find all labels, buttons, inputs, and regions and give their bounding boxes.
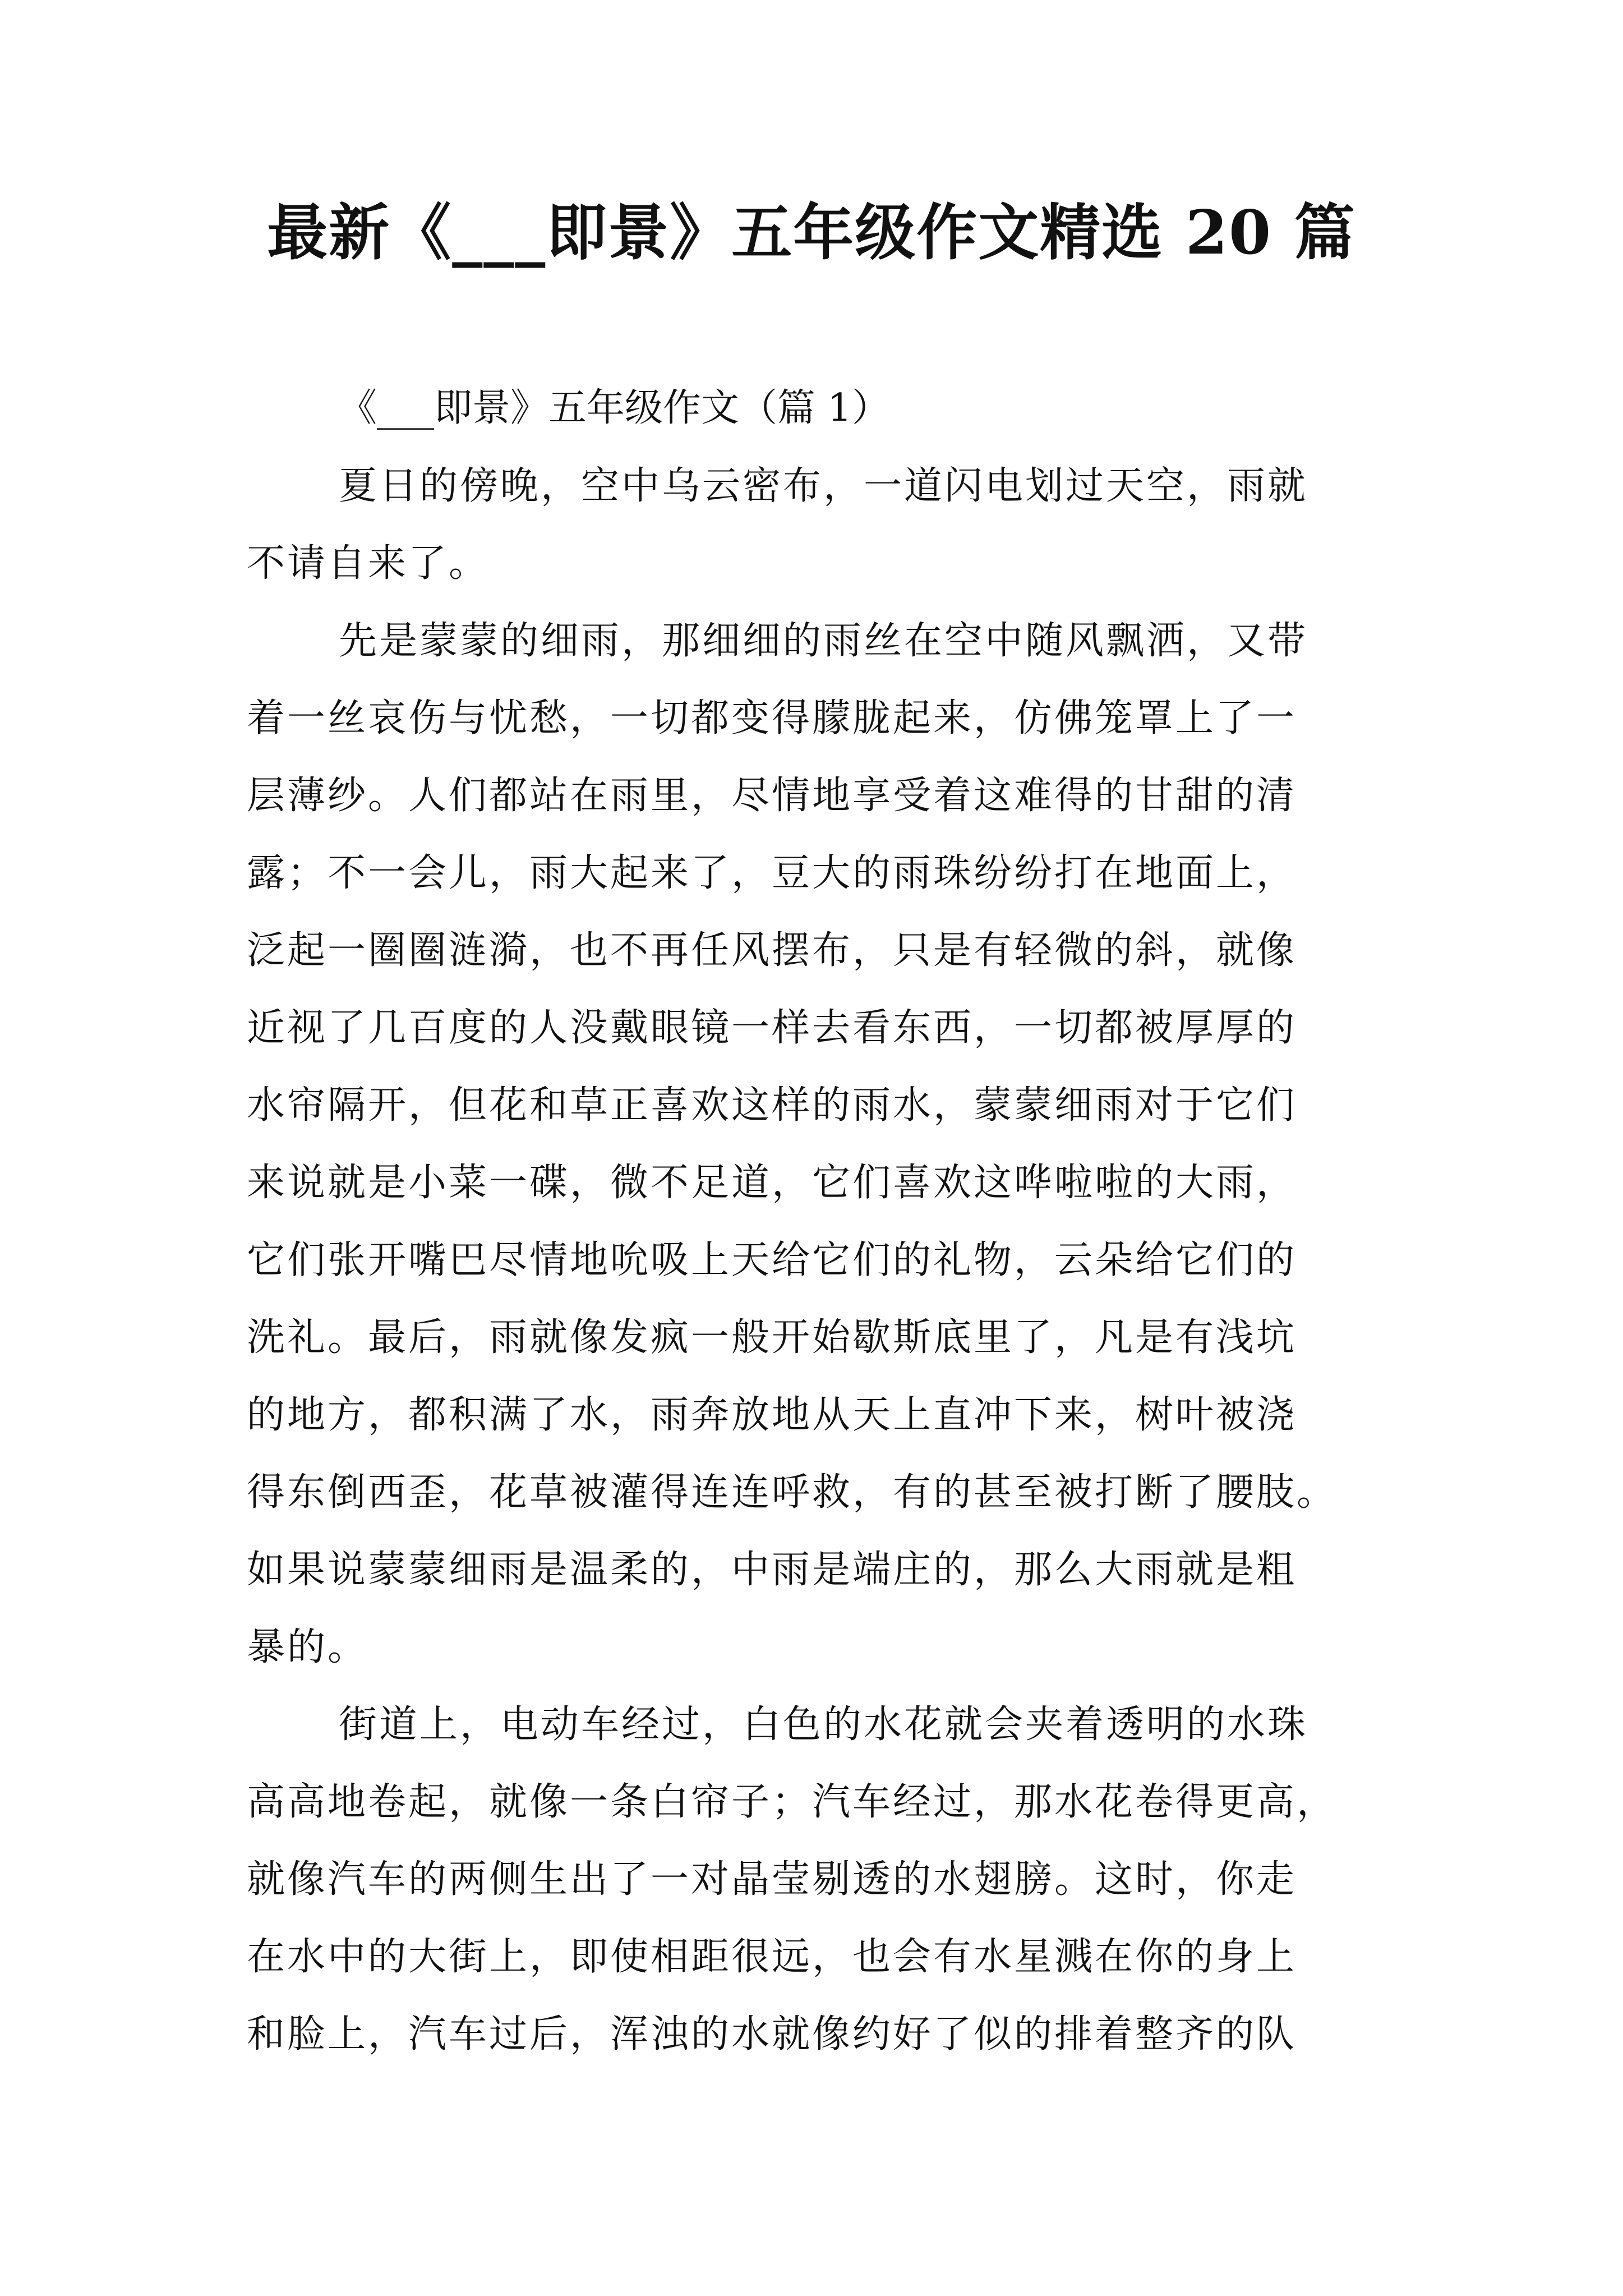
article-body — [247, 369, 1391, 2073]
text-line: 在水中的大街上，即使相距很远，也会有水星溅在你的身上 — [247, 1935, 1297, 1979]
text-line: 街道上，电动车经过，白色的水花就会夹着透明的水珠 — [339, 1703, 1308, 1747]
text-line: 近视了几百度的人没戴眼镜一样去看东西，一切都被厚厚的 — [247, 1006, 1297, 1050]
text-line: 洗礼。最后，雨就像发疯一般开始歇斯底里了，凡是有浅坑 — [247, 1315, 1297, 1360]
text-line: 来说就是小菜一碟，微不足道，它们喜欢这哗啦啦的大雨， — [247, 1161, 1297, 1205]
text-line: 夏日的傍晚，空中乌云密布，一道闪电划过天空，雨就 — [339, 464, 1308, 508]
text-line: 露；不一会儿，雨大起来了，豆大的雨珠纷纷打在地面上， — [247, 851, 1297, 895]
text-line: 水帘隔开，但花和草正喜欢这样的雨水，蒙蒙细雨对于它们 — [247, 1083, 1297, 1128]
document-title: 最新《___即景》五年级作文精选 20 篇 — [267, 197, 1356, 268]
text-line: 不请自来了。 — [247, 541, 490, 586]
text-line: 暴的。 — [247, 1625, 368, 1669]
text-line: 如果说蒙蒙细雨是温柔的，中雨是端庄的，那么大雨就是粗 — [247, 1548, 1297, 1592]
paragraph — [247, 1686, 1391, 2073]
text-line: 的地方，都积满了水，雨奔放地从天上直冲下来，树叶被浇 — [247, 1393, 1297, 1437]
text-line: 就像汽车的两侧生出了一对晶莹剔透的水翅膀。这时，你走 — [247, 1857, 1297, 1902]
text-line: 高高地卷起，就像一条白帘子；汽车经过，那水花卷得更高， — [247, 1780, 1338, 1824]
text-line: 和脸上，汽车过后，浑浊的水就像约好了似的排着整齐的队 — [247, 2012, 1297, 2056]
text-line: 着一丝哀伤与忧愁，一切都变得朦胧起来，仿佛笼罩上了一 — [247, 696, 1297, 740]
text-line: 层薄纱。人们都站在雨里，尽情地享受着这难得的甘甜的清 — [247, 774, 1297, 818]
essay-heading: 《___即景》五年级作文（篇 1） — [339, 386, 890, 430]
text-line: 得东倒西歪，花草被灌得连连呼救，有的甚至被打断了腰肢。 — [247, 1470, 1338, 1515]
paragraph — [247, 602, 1391, 1686]
text-line: 泛起一圈圈涟漪，也不再任风摆布，只是有轻微的斜，就像 — [247, 928, 1297, 973]
paragraph — [247, 448, 1391, 602]
text-line: 先是蒙蒙的细雨，那细细的雨丝在空中随风飘洒，又带 — [339, 619, 1308, 663]
text-line: 它们张开嘴巴尽情地吮吸上天给它们的礼物，云朵给它们的 — [247, 1238, 1297, 1282]
